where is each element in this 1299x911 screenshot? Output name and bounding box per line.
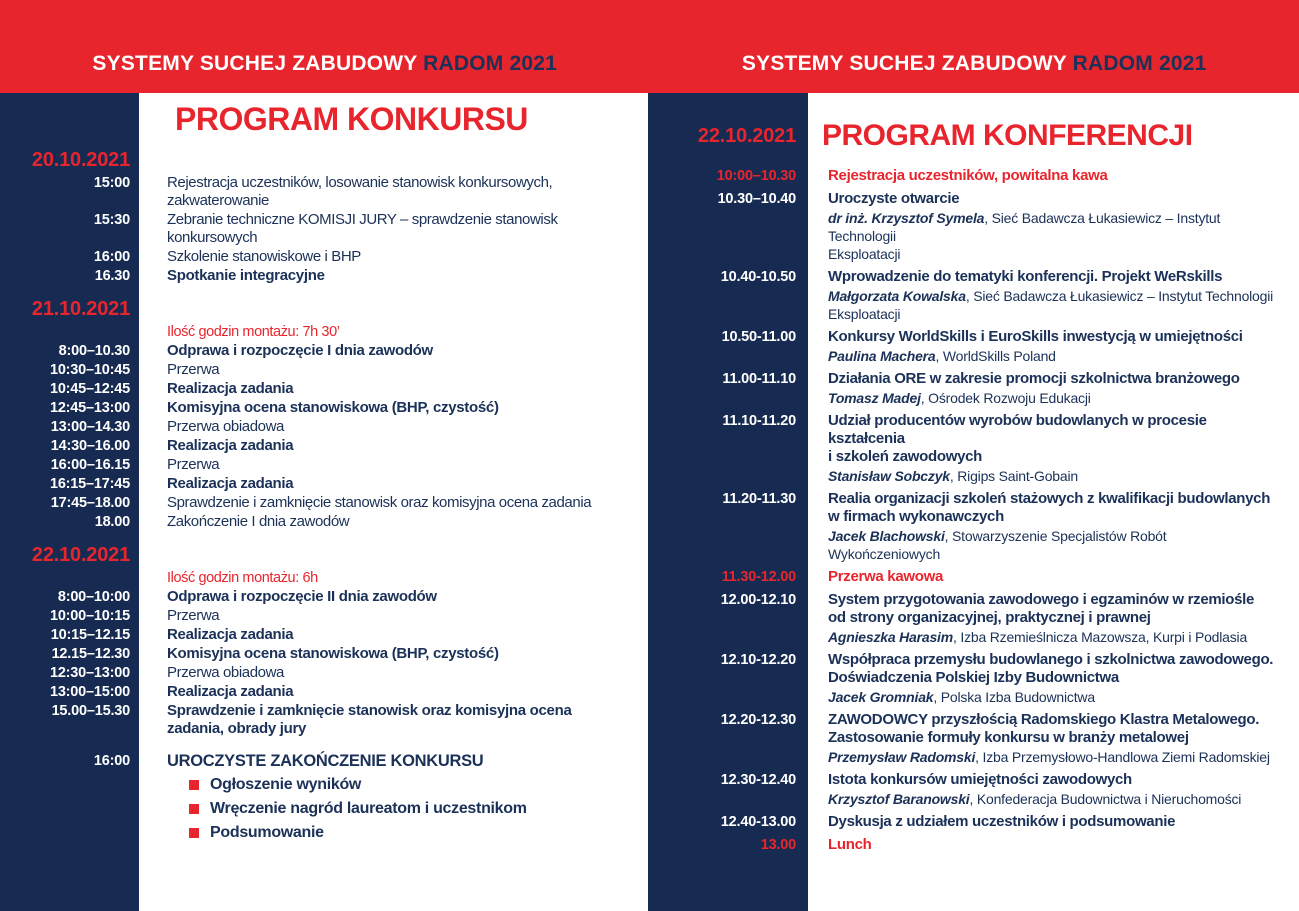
time-label: 14:30–16.00 xyxy=(50,438,130,454)
conference-row xyxy=(648,568,1299,586)
time-label: 12:30–13:00 xyxy=(49,665,130,681)
page-title-konkurs: PROGRAM KONKURSU xyxy=(175,101,528,137)
banner-title-right xyxy=(742,52,1207,76)
speaker-affiliation: , Sieć Badawcza Łukasiewicz – Instytut Technologii Eksploatacji xyxy=(828,288,1274,322)
time-label: 15.00–15.30 xyxy=(51,703,130,719)
talk-title: Przerwa kawowa xyxy=(828,568,944,585)
schedule-row xyxy=(0,626,648,644)
speaker-name: Przemysław Radomski xyxy=(828,749,976,765)
note-time-spacer xyxy=(0,323,139,341)
conference-entry xyxy=(808,651,1299,706)
conference-entry xyxy=(808,568,1299,586)
bullet-text: Podsumowanie xyxy=(210,824,324,841)
conference-entry xyxy=(808,167,1299,185)
section-note-row xyxy=(0,323,648,341)
section-date-spacer xyxy=(139,148,648,172)
speaker-name: Krzysztof Baranowski xyxy=(828,791,970,807)
schedule-row xyxy=(0,380,648,398)
time-label: 11.10-11.20 xyxy=(722,413,796,429)
event-text: Przerwa obiadowa xyxy=(167,418,284,435)
schedule-row xyxy=(0,702,648,738)
speaker-line xyxy=(828,389,1275,407)
closing-title: UROCZYSTE ZAKOŃCZENIE KONKURSU xyxy=(167,752,484,770)
conference-row xyxy=(648,813,1299,831)
time-label: 16:00 xyxy=(93,753,130,769)
time-label: 12.30-12.40 xyxy=(720,772,796,788)
time-label: 16.30 xyxy=(94,268,130,284)
schedule-row xyxy=(0,494,648,512)
bullet-square-icon xyxy=(189,780,199,790)
closing-ceremony-row xyxy=(0,752,648,842)
conference-row xyxy=(648,167,1299,185)
section-date-row xyxy=(0,297,648,321)
time-label: 10.50-11.00 xyxy=(721,329,796,345)
speaker-line xyxy=(828,467,1275,485)
conference-row xyxy=(648,190,1299,263)
time-label: 12.00-12.10 xyxy=(720,592,796,608)
time-label: 15:00 xyxy=(93,175,130,191)
talk-title: Konkursy WorldSkills i EuroSkills inwestycją w umiejętności xyxy=(828,328,1243,345)
speaker-affiliation: , WorldSkills Poland xyxy=(935,348,1056,364)
time-label: 12.20-12.30 xyxy=(720,712,796,728)
speaker-line xyxy=(828,628,1275,646)
bullet-square-icon xyxy=(189,828,199,838)
time-label: 13:00–15:00 xyxy=(49,684,130,700)
brand-year: RADOM 2021 xyxy=(423,52,558,75)
section-date-row xyxy=(0,148,648,172)
talk-title: Dyskusja z udziałem uczestników i podsumowanie xyxy=(828,813,1176,830)
speaker-line xyxy=(828,790,1275,808)
speaker-affiliation: , Sieć Badawcza Łukasiewicz – Instytut Technologii Eksploatacji xyxy=(828,210,1221,262)
conference-entry xyxy=(808,591,1299,646)
schedule-row xyxy=(0,437,648,455)
speaker-name: Agnieszka Harasim xyxy=(828,629,953,645)
note-time-spacer xyxy=(0,569,139,587)
panels-container xyxy=(0,93,1299,911)
time-label: 8:00–10:00 xyxy=(57,589,130,605)
talk-title: Lunch xyxy=(828,836,872,853)
event-text: Odprawa i rozpoczęcie I dnia zawodów xyxy=(167,342,433,359)
conference-entry xyxy=(808,190,1299,263)
speaker-name: Małgorzata Kowalska xyxy=(828,288,966,304)
event-text: Zakończenie I dnia zawodów xyxy=(167,513,350,530)
speaker-name: Jacek Blachowski xyxy=(828,528,945,544)
panel-program-konkursu xyxy=(0,93,648,911)
conference-row xyxy=(648,651,1299,706)
time-label: 10:45–12:45 xyxy=(49,381,130,397)
section-date: 20.10.2021 xyxy=(31,149,130,171)
banner-title-left xyxy=(92,52,557,76)
talk-title: Rejestracja uczestników, powitalna kawa xyxy=(828,167,1108,184)
talk-title: Działania ORE w zakresie promocji szkolnictwa branżowego xyxy=(828,370,1240,387)
schedule-row xyxy=(0,588,648,606)
event-text: Realizacja zadania xyxy=(167,683,294,700)
time-label: 15:30 xyxy=(93,212,130,228)
banner-left-half xyxy=(0,0,650,93)
conference-row xyxy=(648,836,1299,854)
conference-entry xyxy=(808,370,1299,407)
conference-row xyxy=(648,412,1299,485)
talk-title: System przygotowania zawodowego i egzaminów w rzemiośle od strony organizacyjnej, praktycznej i prawnej xyxy=(828,591,1255,626)
event-text: Przerwa xyxy=(167,361,220,378)
section-date: 22.10.2021 xyxy=(697,125,796,147)
time-label: 11.00-11.10 xyxy=(722,371,796,387)
time-label: 12.10-12.20 xyxy=(720,652,796,668)
conference-row xyxy=(648,771,1299,808)
talk-title: ZAWODOWCY przyszłością Radomskiego Klastra Metalowego. Zastosowanie formuły konkursu w branży metalowej xyxy=(828,711,1260,746)
event-text: Szkolenie stanowiskowe i BHP xyxy=(167,248,361,265)
event-text: Sprawdzenie i zamknięcie stanowisk oraz komisyjna ocena zadania xyxy=(167,494,592,511)
schedule-row xyxy=(0,174,648,210)
event-text: Spotkanie integracyjne xyxy=(167,267,325,284)
page-title-konferencja: PROGRAM KONFERENCJI xyxy=(822,119,1193,152)
time-label: 16:15–17:45 xyxy=(49,476,130,492)
talk-title: Udział producentów wyrobów budowlanych w procesie kształcenia i szkoleń zawodowych xyxy=(828,412,1207,465)
speaker-line xyxy=(828,209,1275,263)
schedule-row xyxy=(0,645,648,663)
event-text: Przerwa xyxy=(167,456,220,473)
schedule-section xyxy=(0,148,648,285)
konferencja-title-row xyxy=(648,119,1299,153)
schedule-row xyxy=(0,418,648,436)
schedule-row xyxy=(0,248,648,266)
schedule-row xyxy=(0,399,648,417)
conference-entry xyxy=(808,711,1299,766)
conference-entry xyxy=(808,490,1299,563)
talk-title: Współpraca przemysłu budowlanego i szkolnictwa zawodowego. Doświadczenia Polskiej Izby Budownictwa xyxy=(828,651,1274,686)
time-label: 17:45–18.00 xyxy=(50,495,130,511)
time-label: 12.15–12.30 xyxy=(51,646,130,662)
time-label: 13:00–14.30 xyxy=(50,419,130,435)
event-text: Przerwa obiadowa xyxy=(167,664,284,681)
speaker-affiliation: , Izba Przemysłowo-Handlowa Ziemi Radomskiej xyxy=(975,749,1270,765)
speaker-affiliation: , Ośrodek Rozwoju Edukacji xyxy=(920,390,1091,406)
schedule-row xyxy=(0,211,648,247)
closing-body xyxy=(139,752,648,842)
time-label: 10.40-10.50 xyxy=(720,269,796,285)
assembly-hours-note: Ilość godzin montażu: 6h xyxy=(167,570,318,586)
bullet-text: Ogłoszenie wyników xyxy=(210,776,362,793)
banner-right-half xyxy=(650,0,1299,93)
speaker-line xyxy=(828,527,1275,563)
talk-title: Uroczyste otwarcie xyxy=(828,190,960,207)
bullet-square-icon xyxy=(189,804,199,814)
event-text: Zebranie techniczne KOMISJI JURY – sprawdzenie stanowisk konkursowych xyxy=(167,211,558,246)
conference-entry xyxy=(808,412,1299,485)
konkurs-schedule xyxy=(0,148,648,842)
conference-row xyxy=(648,490,1299,563)
assembly-hours-note: Ilość godzin montażu: 7h 30’ xyxy=(167,324,340,340)
event-text: Realizacja zadania xyxy=(167,475,294,492)
event-text: Sprawdzenie i zamknięcie stanowisk oraz komisyjna ocena zadania, obrady jury xyxy=(167,702,572,737)
schedule-row xyxy=(0,664,648,682)
section-date-spacer xyxy=(139,297,648,321)
time-label: 12.40-13.00 xyxy=(720,814,796,830)
conference-row xyxy=(648,711,1299,766)
time-label: 12:45–13:00 xyxy=(49,400,130,416)
speaker-line xyxy=(828,748,1275,766)
time-label: 16:00–16.15 xyxy=(50,457,130,473)
speaker-name: Jacek Gromniak xyxy=(828,689,934,705)
talk-title: Wprowadzenie do tematyki konferencji. Projekt WeRskills xyxy=(828,268,1223,285)
time-label: 11.20-11.30 xyxy=(722,491,796,507)
speaker-line xyxy=(828,688,1275,706)
conference-row xyxy=(648,328,1299,365)
closing-bullet-item xyxy=(189,800,642,818)
speaker-affiliation: , Stowarzyszenie Specjalistów Robót Wykończeniowych xyxy=(828,528,1167,562)
conference-entry xyxy=(808,268,1299,323)
time-label: 10:30–10:45 xyxy=(49,362,130,378)
closing-bullet-item xyxy=(189,776,642,794)
brand-year: RADOM 2021 xyxy=(1072,52,1207,75)
conference-entry xyxy=(808,813,1299,831)
talk-title: Istota konkursów umiejętności zawodowych xyxy=(828,771,1132,788)
speaker-affiliation: , Konfederacja Budownictwa i Nieruchomości xyxy=(969,791,1242,807)
schedule-section xyxy=(0,543,648,842)
conference-entry xyxy=(808,771,1299,808)
time-label: 16:00 xyxy=(93,249,130,265)
time-label: 10:15–12.15 xyxy=(50,627,130,643)
schedule-row xyxy=(0,475,648,493)
section-date: 22.10.2021 xyxy=(31,544,130,566)
event-text: Realizacja zadania xyxy=(167,626,294,643)
section-date-spacer xyxy=(139,543,648,567)
conference-row xyxy=(648,370,1299,407)
event-text: Rejestracja uczestników, losowanie stanowisk konkursowych, zakwaterowanie xyxy=(167,174,553,209)
speaker-name: Tomasz Madej xyxy=(828,390,921,406)
speaker-name: Paulina Machera xyxy=(828,348,936,364)
schedule-row xyxy=(0,456,648,474)
speaker-name: dr inż. Krzysztof Symela xyxy=(828,210,985,226)
panel-program-konferencji xyxy=(648,93,1299,911)
bullet-text: Wręczenie nagród laureatom i uczestnikom xyxy=(210,800,527,817)
schedule-row xyxy=(0,267,648,285)
schedule-row xyxy=(0,513,648,531)
section-note-row xyxy=(0,569,648,587)
time-label: 13.00 xyxy=(760,837,796,853)
speaker-name: Stanisław Sobczyk xyxy=(828,468,950,484)
conference-row xyxy=(648,591,1299,646)
speaker-affiliation: , Polska Izba Budownictwa xyxy=(933,689,1095,705)
time-label: 10:00–10:15 xyxy=(49,608,130,624)
schedule-row xyxy=(0,683,648,701)
speaker-line xyxy=(828,347,1275,365)
event-text: Realizacja zadania xyxy=(167,437,294,454)
section-date-row xyxy=(0,543,648,567)
section-date: 21.10.2021 xyxy=(31,298,130,320)
time-label: 10:00–10.30 xyxy=(716,168,796,184)
brand-text: SYSTEMY SUCHEJ ZABUDOWY xyxy=(741,52,1073,75)
brand-text: SYSTEMY SUCHEJ ZABUDOWY xyxy=(92,52,424,75)
konkurs-content xyxy=(0,101,648,842)
speaker-line xyxy=(828,287,1275,323)
time-label: 8:00–10.30 xyxy=(58,343,130,359)
event-text: Odprawa i rozpoczęcie II dnia zawodów xyxy=(167,588,437,605)
conference-entry xyxy=(808,328,1299,365)
event-text: Komisyjna ocena stanowiskowa (BHP, czystość) xyxy=(167,645,499,662)
talk-title: Realia organizacji szkoleń stażowych z kwalifikacji budowlanych w firmach wykonawczych xyxy=(828,490,1271,525)
top-red-banner xyxy=(0,0,1299,93)
time-label: 18.00 xyxy=(94,514,130,530)
conference-row xyxy=(648,268,1299,323)
konferencja-schedule xyxy=(648,167,1299,854)
event-text: Komisyjna ocena stanowiskowa (BHP, czystość) xyxy=(167,399,499,416)
schedule-row xyxy=(0,342,648,360)
schedule-section xyxy=(0,297,648,531)
event-text: Realizacja zadania xyxy=(167,380,294,397)
schedule-row xyxy=(0,361,648,379)
time-label: 10.30–10.40 xyxy=(717,191,796,207)
speaker-affiliation: , Izba Rzemieślnicza Mazowsza, Kurpi i Podlasia xyxy=(953,629,1248,645)
konferencja-content xyxy=(648,119,1299,854)
schedule-row xyxy=(0,607,648,625)
event-text: Przerwa xyxy=(167,607,220,624)
time-label: 11.30-12.00 xyxy=(721,569,796,585)
conference-entry xyxy=(808,836,1299,854)
speaker-affiliation: , Rigips Saint-Gobain xyxy=(949,468,1078,484)
closing-bullet-item xyxy=(189,824,642,842)
